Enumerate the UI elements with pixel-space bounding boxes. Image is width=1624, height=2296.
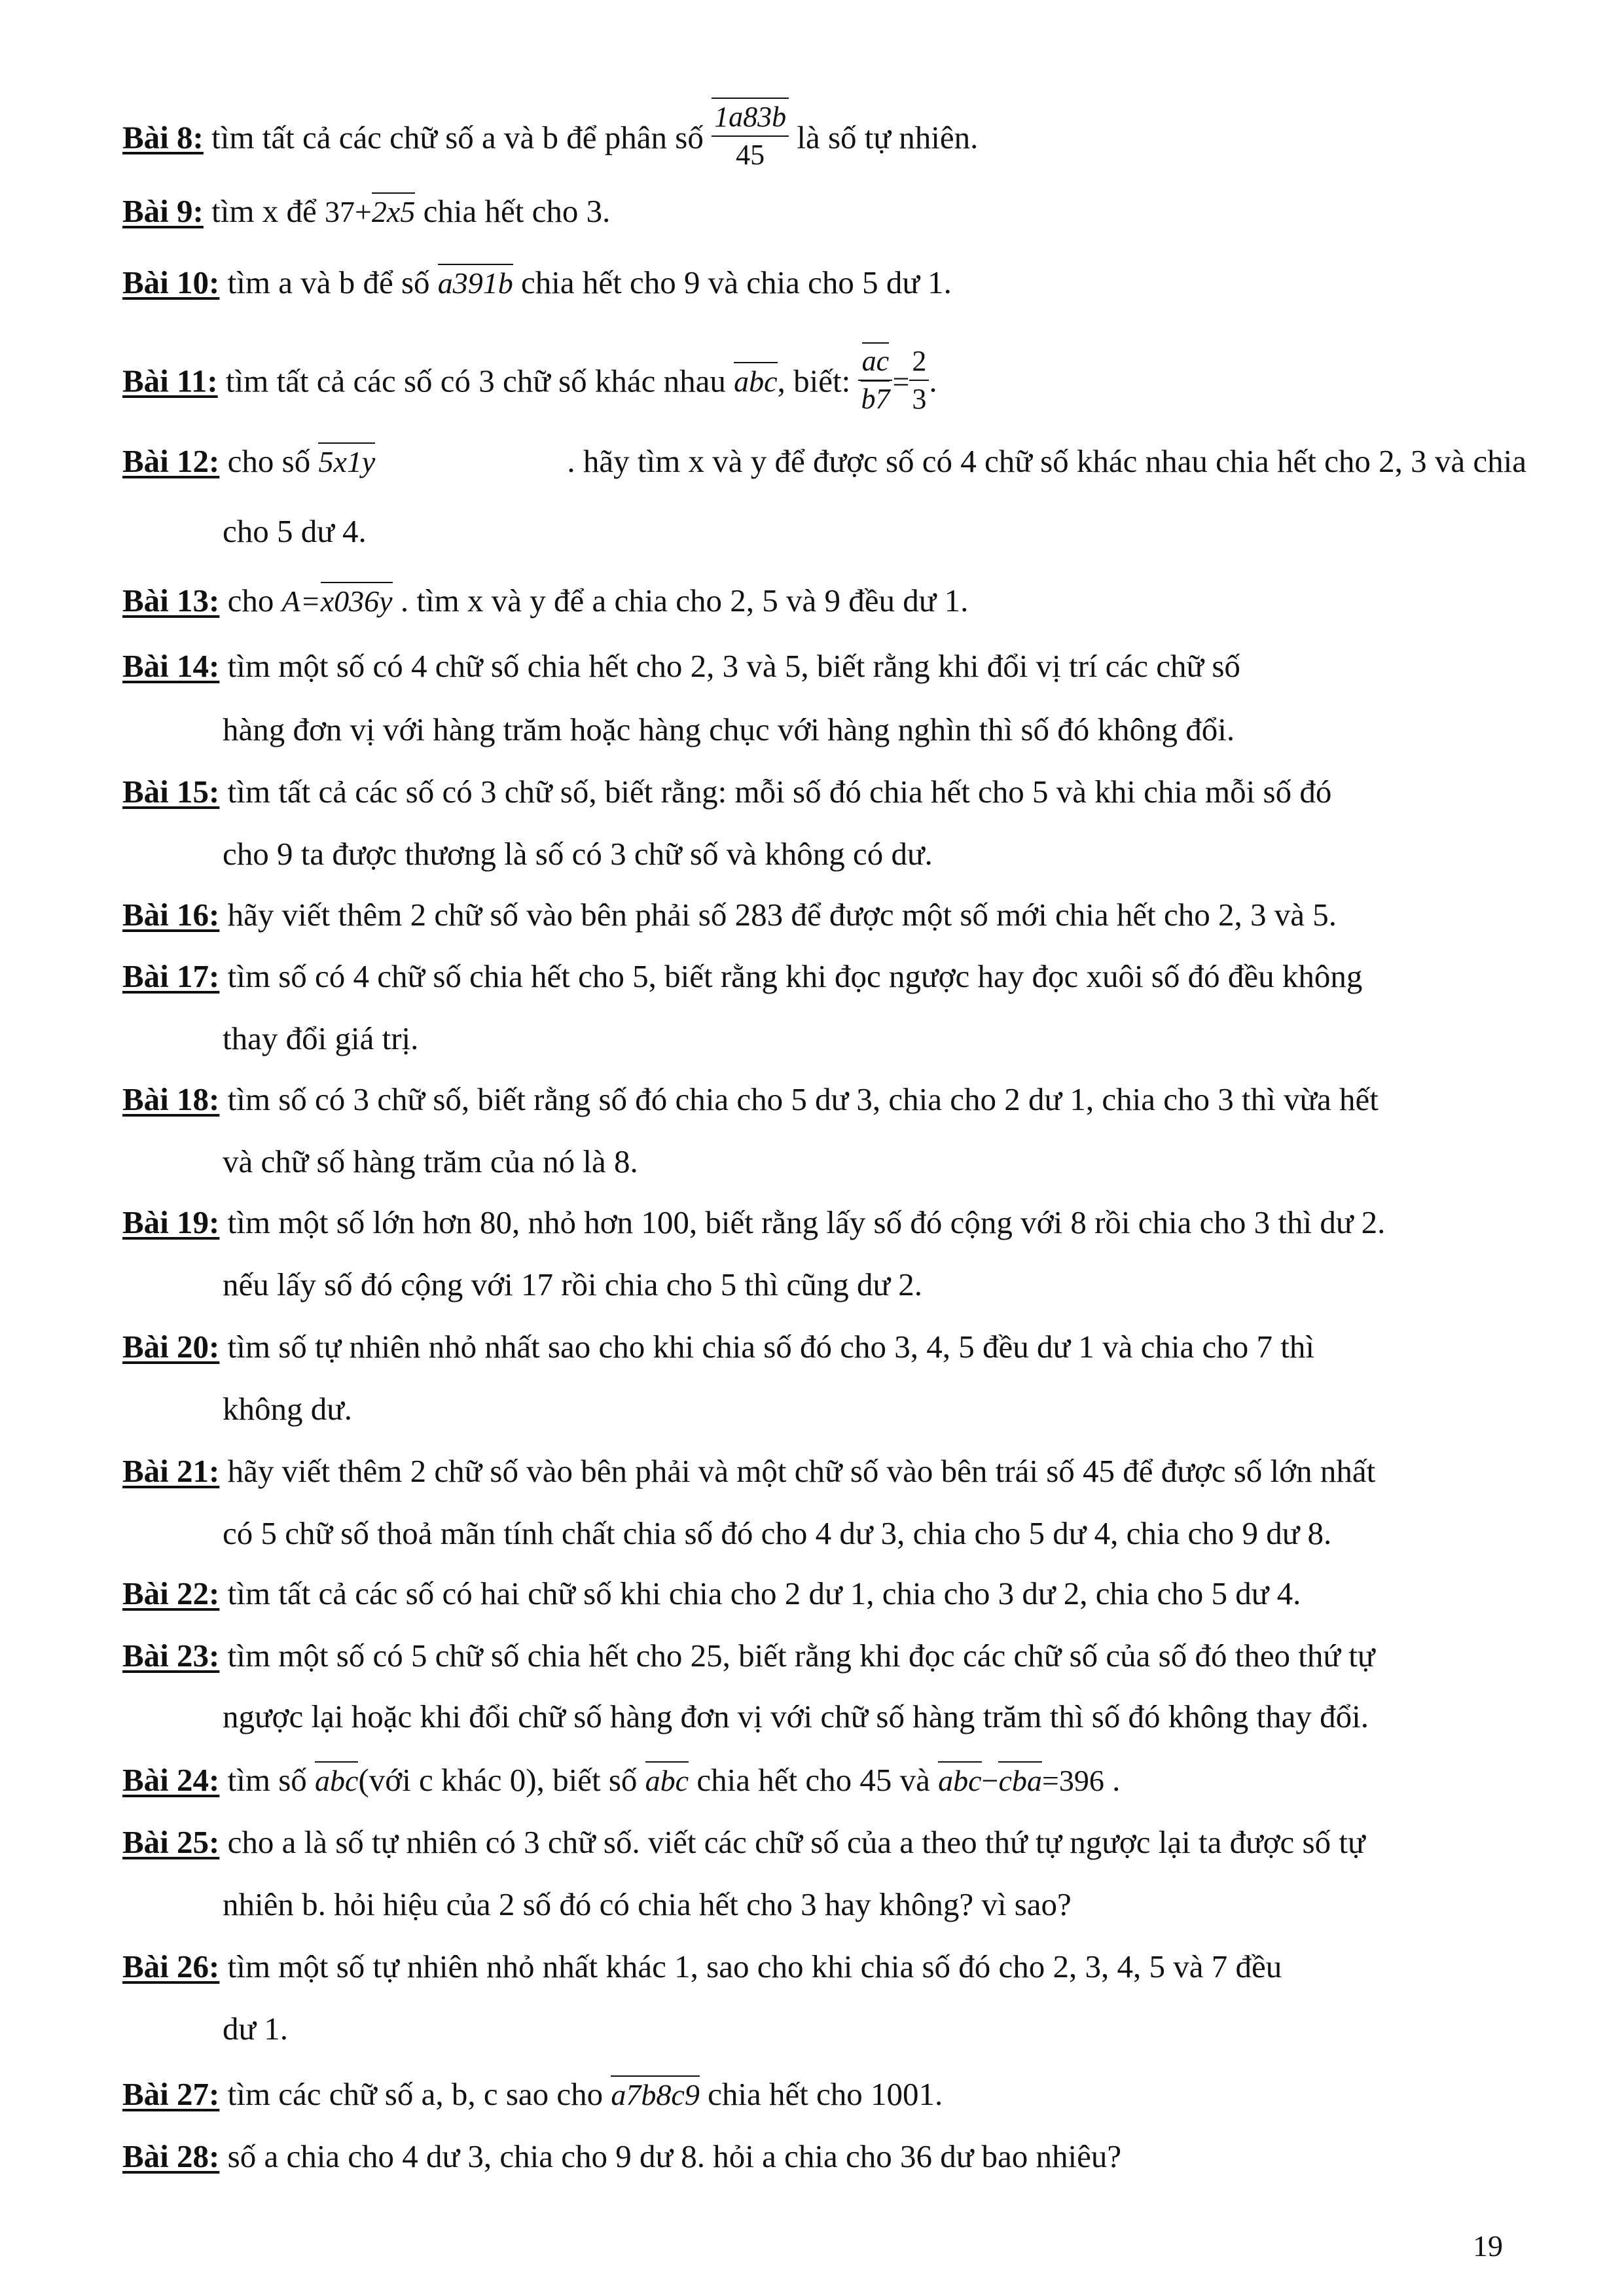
- problem-text: tìm một số có 4 chữ số chia hết cho 2, 3 và 5, biết rằng khi đổi vị trí các chữ số: [219, 648, 1240, 684]
- fraction-numerator: 1a83b: [712, 98, 789, 135]
- problem-23: [122, 1640, 1526, 1672]
- problem-text: tìm các chữ số a, b, c sao cho: [219, 2076, 611, 2112]
- problem-15: [122, 776, 1526, 808]
- overlined-number: cba: [998, 1761, 1041, 1797]
- problem-18: [122, 1083, 1526, 1115]
- problem-19-continuation: nếu lấy số đó cộng với 17 rồi chia cho 5 thì cũng dư 2.: [223, 1266, 923, 1302]
- problem-23-continuation: ngược lại hoặc khi đổi chữ số hàng đơn vị với chữ số hàng trăm thì số đó không thay đổi.: [223, 1698, 1369, 1734]
- problem-label: Bài 19:: [122, 1204, 220, 1240]
- fraction: [858, 343, 892, 418]
- problem-label: Bài 21:: [122, 1453, 220, 1489]
- problem-12: [122, 445, 1526, 478]
- problem-text: .: [1104, 1762, 1121, 1798]
- problem-label: Bài 9:: [122, 193, 204, 229]
- equals-sign: =: [892, 365, 910, 399]
- fraction-denominator: b7: [858, 381, 892, 418]
- problem-label: Bài 16:: [122, 897, 220, 933]
- problem-text: tìm tất cả các số có 3 chữ số, biết rằng: mỗi số đó chia hết cho 5 và khi chia mỗi số đó: [219, 774, 1332, 810]
- fraction: [712, 98, 789, 173]
- fraction-denominator: 3: [912, 383, 927, 415]
- problem-text: cho số: [219, 443, 319, 479]
- problem-14-continuation: hàng đơn vị với hàng trăm hoặc hàng chục với hàng nghìn thì số đó không đổi.: [223, 711, 1235, 747]
- problem-26-continuation: dư 1.: [223, 2011, 289, 2047]
- problem-text: (với c khác 0), biết số: [358, 1762, 645, 1798]
- problem-text: tìm số tự nhiên nhỏ nhất sao cho khi chia số đó cho 3, 4, 5 đều dư 1 và chia cho 7 thì: [219, 1329, 1314, 1365]
- overlined-number: abc: [315, 1761, 358, 1797]
- problem-text: tìm một số lớn hơn 80, nhỏ hơn 100, biết rằng lấy số đó cộng với 8 rồi chia cho 3 thì dư 2.: [219, 1204, 1386, 1240]
- problem-text: tìm một số tự nhiên nhỏ nhất khác 1, sao cho khi chia số đó cho 2, 3, 4, 5 và 7 đều: [219, 1948, 1282, 1984]
- overlined-number: abc: [645, 1761, 689, 1797]
- overlined-number: a391b: [438, 264, 513, 300]
- problem-text: tìm số có 3 chữ số, biết rằng số đó chia cho 5 dư 3, chia cho 2 dư 1, chia cho 3 thì vừa hết: [219, 1081, 1379, 1117]
- page-number: 19: [1473, 2229, 1503, 2263]
- fraction-numerator: ac: [858, 343, 892, 380]
- problem-label: Bài 27:: [122, 2076, 220, 2112]
- problem-text: hãy viết thêm 2 chữ số vào bên phải và một chữ số vào bên trái số 45 để được số lớn nhất: [219, 1453, 1376, 1489]
- overlined-number: abc: [938, 1761, 981, 1797]
- problem-label: Bài 17:: [122, 958, 220, 994]
- problem-text: .: [929, 363, 937, 399]
- problem-label: Bài 11:: [122, 363, 218, 399]
- problem-label: Bài 12:: [122, 443, 220, 479]
- problem-15-continuation: cho 9 ta được thương là số có 3 chữ số và không có dư.: [223, 836, 933, 872]
- problem-text: . hãy tìm x và y để được số có 4 chữ số khác nhau chia hết cho 2, 3 và chia: [567, 443, 1526, 479]
- fraction-denominator: 45: [736, 139, 765, 171]
- problem-label: Bài 20:: [122, 1329, 220, 1365]
- problem-label: Bài 23:: [122, 1638, 220, 1674]
- problem-20-continuation: không dư.: [223, 1391, 353, 1427]
- problem-label: Bài 22:: [122, 1575, 220, 1611]
- problem-9: [122, 195, 1526, 228]
- problem-text: . tìm x và y để a chia cho 2, 5 và 9 đều dư 1.: [392, 583, 969, 619]
- problem-text: tìm tất cả các số có hai chữ số khi chia cho 2 dư 1, chia cho 3 dư 2, chia cho 5 dư 4.: [219, 1575, 1301, 1611]
- problem-21: [122, 1455, 1526, 1487]
- problem-12-continuation: cho 5 dư 4.: [223, 513, 367, 549]
- problem-text: tìm x để: [203, 193, 325, 229]
- problem-label: Bài 8:: [122, 119, 204, 156]
- problem-18-continuation: và chữ số hàng trăm của nó là 8.: [223, 1143, 638, 1179]
- problem-label: Bài 28:: [122, 2138, 220, 2174]
- overlined-number: x036y: [321, 582, 393, 618]
- problem-25: [122, 1826, 1526, 1858]
- problem-text: chia hết cho 3.: [415, 193, 611, 229]
- problem-22: [122, 1577, 1526, 1609]
- overlined-number: 5x1y: [318, 442, 375, 478]
- problem-text: tìm số: [219, 1762, 316, 1798]
- math-expression: A=: [281, 584, 321, 618]
- fraction: [909, 343, 929, 418]
- problem-17-continuation: thay đổi giá trị.: [223, 1020, 419, 1056]
- minus-sign: −: [981, 1764, 999, 1797]
- problem-label: Bài 10:: [122, 264, 220, 300]
- problem-label: Bài 24:: [122, 1762, 220, 1798]
- problem-20: [122, 1331, 1526, 1363]
- overlined-number: 2x5: [372, 192, 415, 228]
- problem-label: Bài 13:: [122, 583, 220, 619]
- problem-text: chia hết cho 45 và: [689, 1762, 939, 1798]
- problem-text: số a chia cho 4 dư 3, chia cho 9 dư 8. hỏi a chia cho 36 dư bao nhiêu?: [219, 2138, 1122, 2174]
- problem-8: [122, 103, 1526, 179]
- problem-text: tìm một số có 5 chữ số chia hết cho 25, biết rằng khi đọc các chữ số của số đó theo thứ tự: [219, 1638, 1375, 1674]
- math-expression: =396: [1041, 1764, 1104, 1797]
- problem-text: tìm tất cả các số có 3 chữ số khác nhau: [217, 363, 734, 399]
- problem-19: [122, 1206, 1526, 1238]
- problem-label: Bài 18:: [122, 1081, 220, 1117]
- math-expression: 37+: [324, 195, 372, 228]
- problem-13: [122, 584, 1526, 617]
- problem-text: tìm a và b để số: [219, 264, 438, 300]
- problem-text: chia hết cho 1001.: [699, 2076, 943, 2112]
- problem-17: [122, 960, 1526, 992]
- problem-14: [122, 650, 1526, 682]
- problem-25-continuation: nhiên b. hỏi hiệu của 2 số đó có chia hết cho 3 hay không? vì sao?: [223, 1886, 1072, 1922]
- problem-26: [122, 1950, 1526, 1982]
- problem-text: cho: [219, 583, 282, 619]
- problem-label: Bài 25:: [122, 1824, 220, 1860]
- problem-text: chia hết cho 9 và chia cho 5 dư 1.: [513, 264, 952, 300]
- overlined-number: a7b8c9: [611, 2075, 699, 2111]
- fraction-numerator: 2: [912, 345, 927, 377]
- problem-text: tìm tất cả các chữ số a và b để phân số: [203, 119, 712, 156]
- problem-text: tìm số có 4 chữ số chia hết cho 5, biết rằng khi đọc ngược hay đọc xuôi số đó đều không: [219, 958, 1363, 994]
- problem-text: cho a là số tự nhiên có 3 chữ số. viết các chữ số của a theo thứ tự ngược lại ta được số tự: [219, 1824, 1365, 1860]
- problem-label: Bài 15:: [122, 774, 220, 810]
- overlined-number: abc: [734, 362, 777, 398]
- problem-label: Bài 14:: [122, 648, 220, 684]
- problem-28: [122, 2140, 1526, 2172]
- problem-11: [122, 347, 1526, 422]
- problem-16: [122, 899, 1526, 931]
- problem-text: , biết:: [777, 363, 859, 399]
- problem-27: [122, 2078, 1526, 2111]
- problem-24: [122, 1764, 1526, 1797]
- problem-label: Bài 26:: [122, 1948, 220, 1984]
- problem-text: là số tự nhiên.: [789, 119, 979, 156]
- problem-text: hãy viết thêm 2 chữ số vào bên phải số 283 để được một số mới chia hết cho 2, 3 và 5.: [219, 897, 1337, 933]
- problem-21-continuation: có 5 chữ số thoả mãn tính chất chia số đó cho 4 dư 3, chia cho 5 dư 4, chia cho 9 dư 8.: [223, 1515, 1332, 1551]
- problem-10: [122, 266, 1526, 299]
